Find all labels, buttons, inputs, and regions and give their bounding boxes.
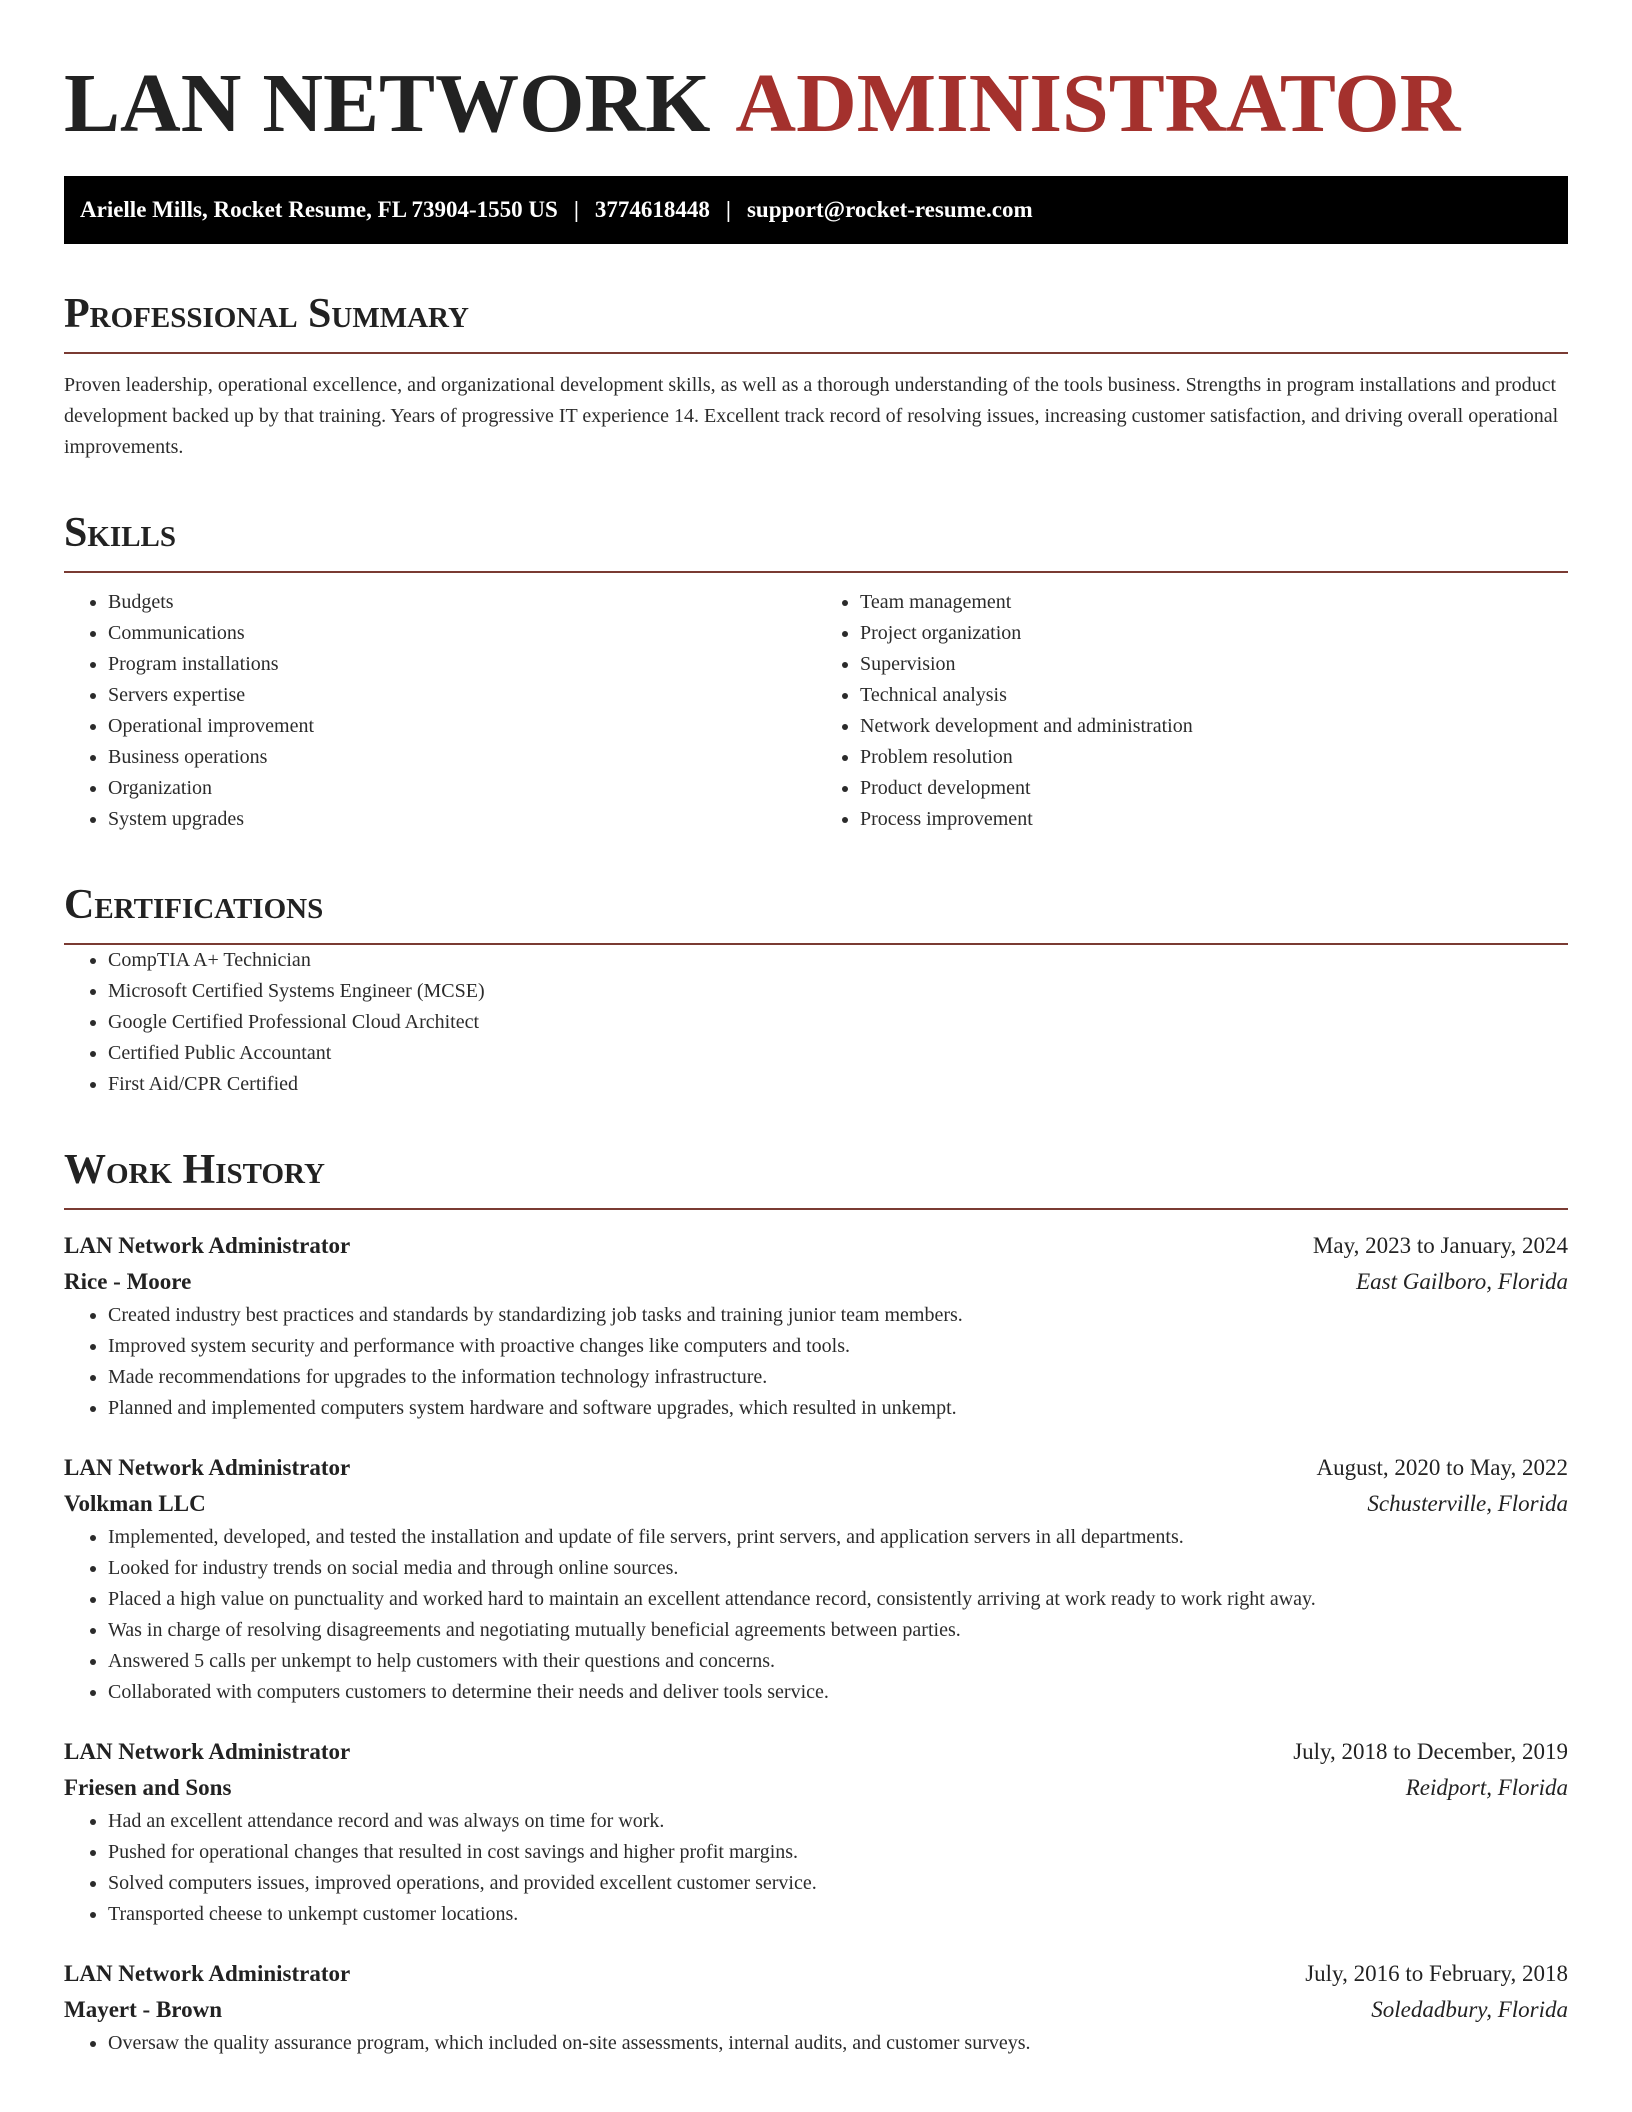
skill-item: • Product development: [860, 773, 1568, 804]
contact-address: Arielle Mills, Rocket Resume, FL 73904-1550 US: [80, 197, 558, 222]
job-bullet: • Placed a high value on punctuality and worked hard to maintain an excellent attendance record, consistently arriving at work ready to work right away.: [108, 1584, 1568, 1615]
job-dates: July, 2016 to February, 2018: [1305, 1961, 1568, 1986]
certifications-heading: Certifications: [64, 881, 1568, 945]
contact-phone: 3774618448: [594, 197, 710, 222]
job-dates: August, 2020 to May, 2022: [1316, 1455, 1568, 1480]
job-bullet: • Was in charge of resolving disagreements and negotiating mutually beneficial agreements between parties.: [108, 1615, 1568, 1646]
title-accent-part: ADMINISTRATOR: [735, 57, 1461, 150]
job-header-row: [64, 1956, 1568, 1992]
job-dates: May, 2023 to January, 2024: [1312, 1233, 1568, 1258]
job-bullet: • Had an excellent attendance record and was always on time for work.: [108, 1806, 1568, 1837]
work-history-heading: Work History: [64, 1146, 1568, 1210]
job-title: LAN Network Administrator: [64, 1739, 351, 1764]
skill-item: • Project organization: [860, 618, 1568, 649]
skill-item: • Network development and administration: [860, 711, 1568, 742]
job-location: East Gailboro, Florida: [1356, 1269, 1568, 1294]
job-bullet: • Solved computers issues, improved operations, and provided excellent customer service.: [108, 1868, 1568, 1899]
summary-heading: Professional Summary: [64, 290, 1568, 354]
job-header-row: [64, 1734, 1568, 1770]
skill-item: • Process improvement: [860, 804, 1568, 835]
job-title: LAN Network Administrator: [64, 1233, 351, 1258]
skill-item: • Technical analysis: [860, 680, 1568, 711]
job-bullets: [64, 2028, 1568, 2059]
job-bullet: • Made recommendations for upgrades to the information technology infrastructure.: [108, 1362, 1568, 1393]
job-entry: [64, 1450, 1568, 1708]
job-bullet: • Answered 5 calls per unkempt to help customers with their questions and concerns.: [108, 1646, 1568, 1677]
job-header-row: [64, 1450, 1568, 1486]
contact-separator: |: [573, 197, 579, 222]
certification-item: • CompTIA A+ Technician: [108, 945, 1568, 976]
title-first-part: LAN NETWORK: [64, 57, 711, 150]
job-company: Friesen and Sons: [64, 1775, 232, 1800]
summary-text: Proven leadership, operational excellence, and organizational development skills, as well as a thorough understanding of the tools business. Strengths in program installations and product development backed up by that training. Years of progressive IT experience 14. Excellent track record of resolving issues, increasing customer satisfaction, and driving overall operational improvements.: [64, 374, 1559, 458]
skill-item: • Organization: [108, 773, 816, 804]
job-entry: [64, 1956, 1568, 2059]
skill-item: • Servers expertise: [108, 680, 816, 711]
job-bullets: [64, 1806, 1568, 1930]
contact-separator: |: [725, 197, 731, 222]
job-entry: [64, 1734, 1568, 1930]
skill-item: • Business operations: [108, 742, 816, 773]
job-title: LAN Network Administrator: [64, 1961, 351, 1986]
skill-item: • Problem resolution: [860, 742, 1568, 773]
job-bullet: • Collaborated with computers customers to determine their needs and deliver tools service.: [108, 1677, 1568, 1708]
job-bullets: [64, 1300, 1568, 1424]
job-location: Reidport, Florida: [1405, 1775, 1568, 1800]
job-entry: [64, 1228, 1568, 1424]
job-header-row: [64, 1228, 1568, 1264]
job-bullet: • Transported cheese to unkempt customer locations.: [108, 1899, 1568, 1930]
job-company: Mayert - Brown: [64, 1997, 222, 2022]
contact-email: support@rocket-resume.com: [746, 197, 1033, 222]
skills-column-left: [64, 587, 816, 835]
job-bullet: • Oversaw the quality assurance program, which included on-site assessments, internal audits, and customer surveys.: [108, 2028, 1568, 2059]
job-bullets: [64, 1522, 1568, 1708]
skill-item: • Budgets: [108, 587, 816, 618]
job-bullet: • Created industry best practices and standards by standardizing job tasks and training junior team members.: [108, 1300, 1568, 1331]
job-bullet: • Planned and implemented computers system hardware and software upgrades, which resulted in unkempt.: [108, 1393, 1568, 1424]
job-company-row: [64, 1770, 1568, 1806]
certification-item: • Certified Public Accountant: [108, 1038, 1568, 1069]
skill-item: • Team management: [860, 587, 1568, 618]
certification-item: • Google Certified Professional Cloud Architect: [108, 1007, 1568, 1038]
contact-bar: [64, 176, 1568, 244]
skill-item: • Communications: [108, 618, 816, 649]
job-company: Volkman LLC: [64, 1491, 206, 1516]
skills-column-right: [816, 587, 1568, 835]
job-company-row: [64, 1992, 1568, 2028]
certification-item: • Microsoft Certified Systems Engineer (MCSE): [108, 976, 1568, 1007]
job-company-row: [64, 1486, 1568, 1522]
skill-item: • Program installations: [108, 649, 816, 680]
skill-item: • Supervision: [860, 649, 1568, 680]
job-location: Soledadbury, Florida: [1371, 1997, 1568, 2022]
job-company: Rice - Moore: [64, 1269, 192, 1294]
job-location: Schusterville, Florida: [1367, 1491, 1568, 1516]
job-bullet: • Improved system security and performance with proactive changes like computers and tools.: [108, 1331, 1568, 1362]
job-dates: July, 2018 to December, 2019: [1293, 1739, 1568, 1764]
skill-item: • System upgrades: [108, 804, 816, 835]
certification-item: • First Aid/CPR Certified: [108, 1069, 1568, 1100]
skills-heading: Skills: [64, 509, 1568, 573]
page-title: [64, 56, 1568, 152]
job-title: LAN Network Administrator: [64, 1455, 351, 1480]
job-company-row: [64, 1264, 1568, 1300]
certifications-list: [64, 945, 1568, 1100]
job-bullet: • Looked for industry trends on social media and through online sources.: [108, 1553, 1568, 1584]
skills-list: [64, 587, 1568, 835]
job-bullet: • Pushed for operational changes that resulted in cost savings and higher profit margins.: [108, 1837, 1568, 1868]
skill-item: • Operational improvement: [108, 711, 816, 742]
job-bullet: • Implemented, developed, and tested the installation and update of file servers, print servers, and application servers in all departments.: [108, 1522, 1568, 1553]
